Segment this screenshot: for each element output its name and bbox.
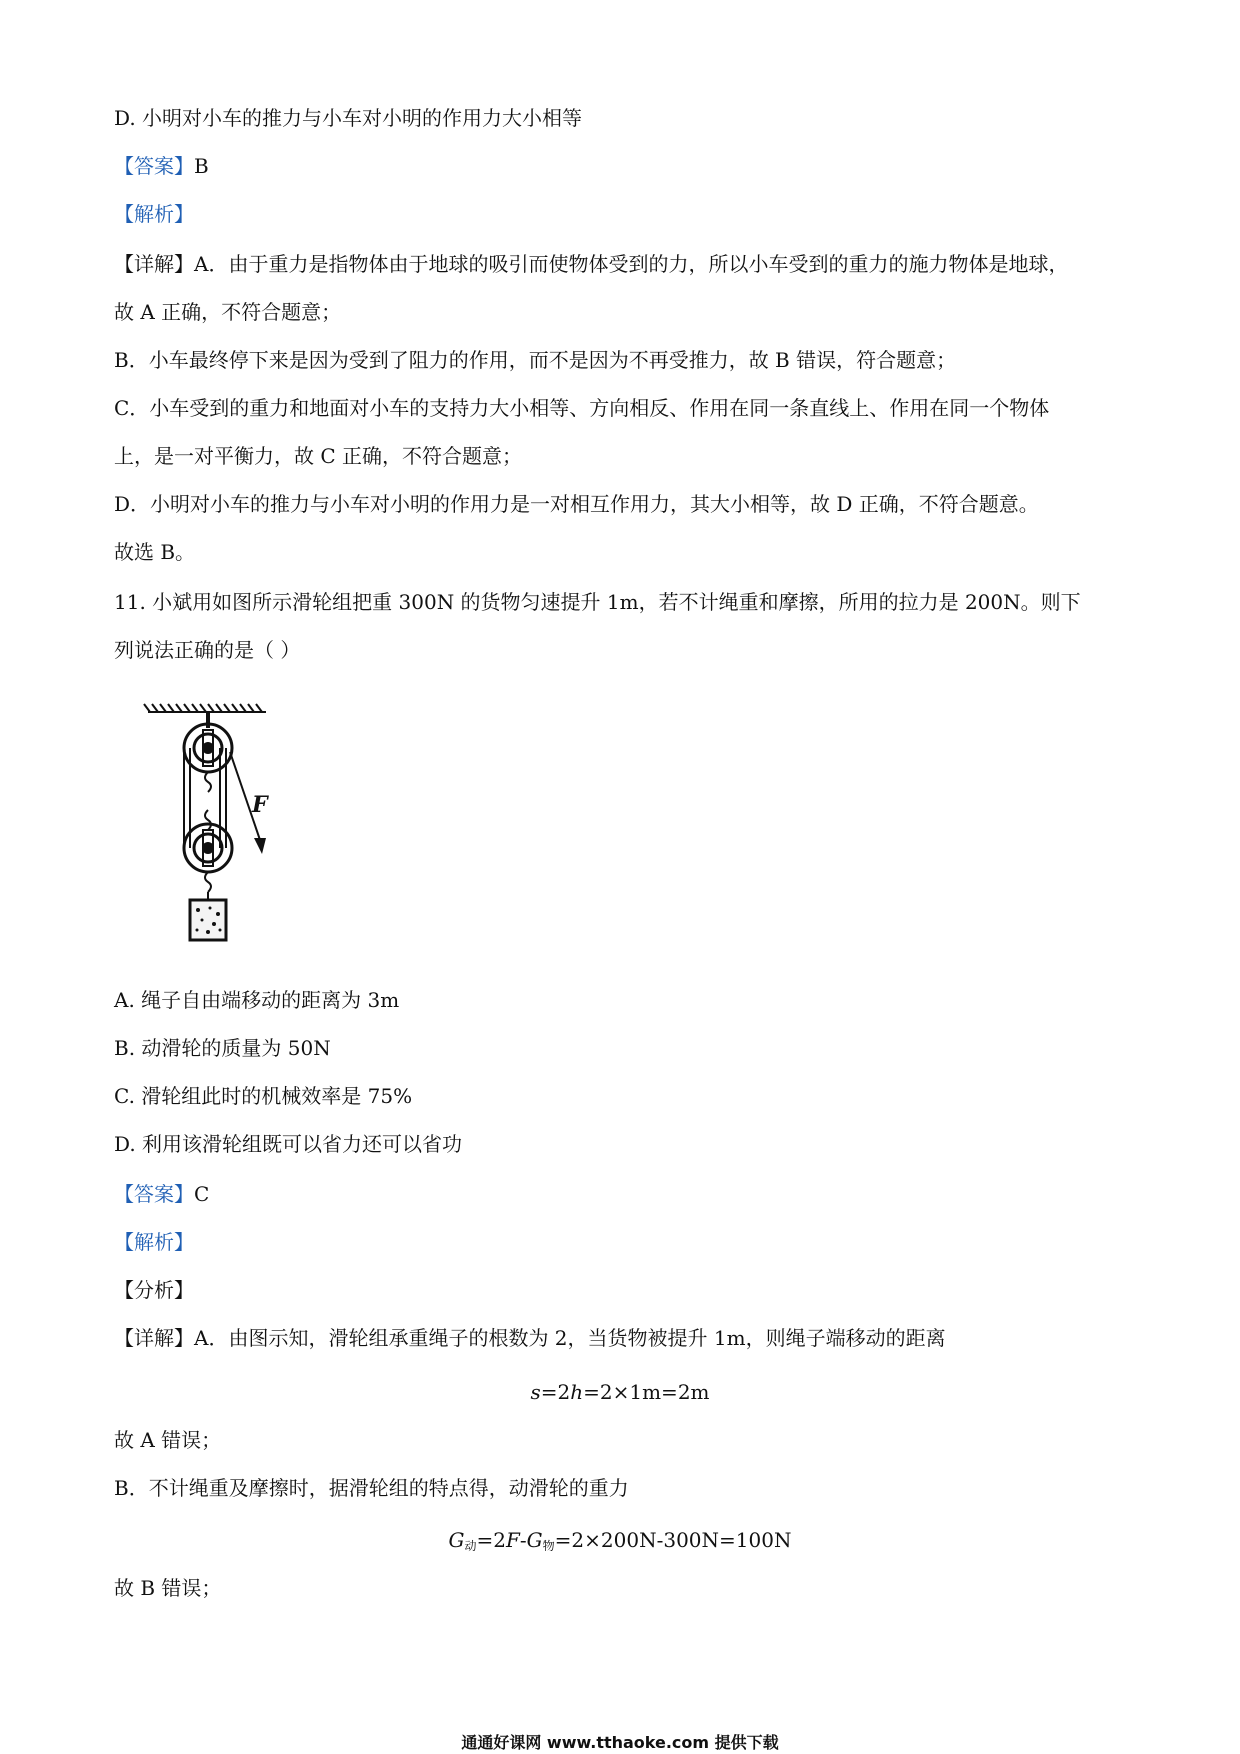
hook-top [205, 772, 211, 792]
q11-option-b: B. 动滑轮的质量为 50N [114, 1036, 331, 1060]
q11-option-d: D. 利用该滑轮组既可以省力还可以省功 [114, 1132, 463, 1156]
prev-detail-b: B．小车最终停下来是因为受到了阻力的作用，而不是因为不再受推力，故 B 错误，符合题意； [114, 348, 957, 372]
detail-text: A．由于重力是指物体由于地球的吸引而使物体受到的力，所以小车受到的重力的施力物体是地球， [194, 252, 1069, 276]
prev-detail-d: D．小明对小车的推力与小车对小明的作用力是一对相互作用力，其大小相等，故 D 正确，不符合题意。 [114, 492, 1039, 516]
ropes [184, 748, 260, 848]
prev-analysis-tag: 【解析】 [114, 202, 194, 226]
q11-answer [114, 1180, 209, 1208]
detail-tag: 【详解】 [114, 252, 194, 276]
page-footer: 通通好课网 www.tthaoke.com 提供下载 [461, 1733, 779, 1752]
answer-tag: 【答案】 [114, 1182, 194, 1206]
q11-stem-line2: 列说法正确的是（ ） [114, 638, 301, 662]
hook-bottom [205, 872, 211, 892]
prev-detail-a2: 故 A 正确，不符合题意； [114, 300, 342, 324]
detail-text: A．由图示知，滑轮组承重绳子的根数为 2，当货物被提升 1m，则绳子端移动的距离 [194, 1326, 946, 1350]
q11-stem-line1: 11. 小斌用如图所示滑轮组把重 300N 的货物匀速提升 1m，若不计绳重和摩擦，所用的拉力是 200N。则下 [114, 590, 1081, 614]
pulley-figure [140, 700, 280, 960]
equation-distance: s=2h=2×1m=2m [530, 1380, 710, 1404]
answer-value: B [194, 154, 209, 178]
prev-detail-c1: C．小车受到的重力和地面对小车的支持力大小相等、方向相反、作用在同一条直线上、作用在同一个物体 [114, 396, 1050, 420]
q11-analysis-tag: 【解析】 [114, 1230, 194, 1254]
q11-detail-a [114, 1324, 946, 1352]
cargo-block [190, 900, 226, 940]
fixed-pulley [184, 724, 232, 772]
movable-pulley [184, 824, 232, 872]
answer-value: C [194, 1182, 210, 1206]
force-label: F [252, 792, 268, 818]
q11-a-wrong: 故 A 错误； [114, 1428, 222, 1452]
prev-detail-a1 [114, 250, 1068, 278]
q11-fenxi-tag: 【分析】 [114, 1278, 194, 1302]
hook-middle [205, 810, 211, 830]
equation-pulley-weight: $G_动=2F-G_物=2\times 200N-300N=100N$ [448, 1528, 792, 1553]
q11-option-c: C. 滑轮组此时的机械效率是 75% [114, 1084, 413, 1108]
q11-detail-b: B．不计绳重及摩擦时，据滑轮组的特点得，动滑轮的重力 [114, 1476, 629, 1500]
q11-b-wrong: 故 B 错误； [114, 1576, 222, 1600]
prev-option-d: D. 小明对小车的推力与小车对小明的作用力大小相等 [114, 106, 583, 130]
prev-answer [114, 152, 209, 180]
ceiling [144, 704, 266, 712]
answer-tag: 【答案】 [114, 154, 194, 178]
force-arrow-head [254, 838, 266, 854]
detail-tag: 【详解】 [114, 1326, 194, 1350]
prev-conclusion: 故选 B。 [114, 540, 196, 564]
q11-option-a: A. 绳子自由端移动的距离为 3m [114, 988, 400, 1012]
prev-detail-c2: 上，是一对平衡力，故 C 正确，不符合题意； [114, 444, 523, 468]
